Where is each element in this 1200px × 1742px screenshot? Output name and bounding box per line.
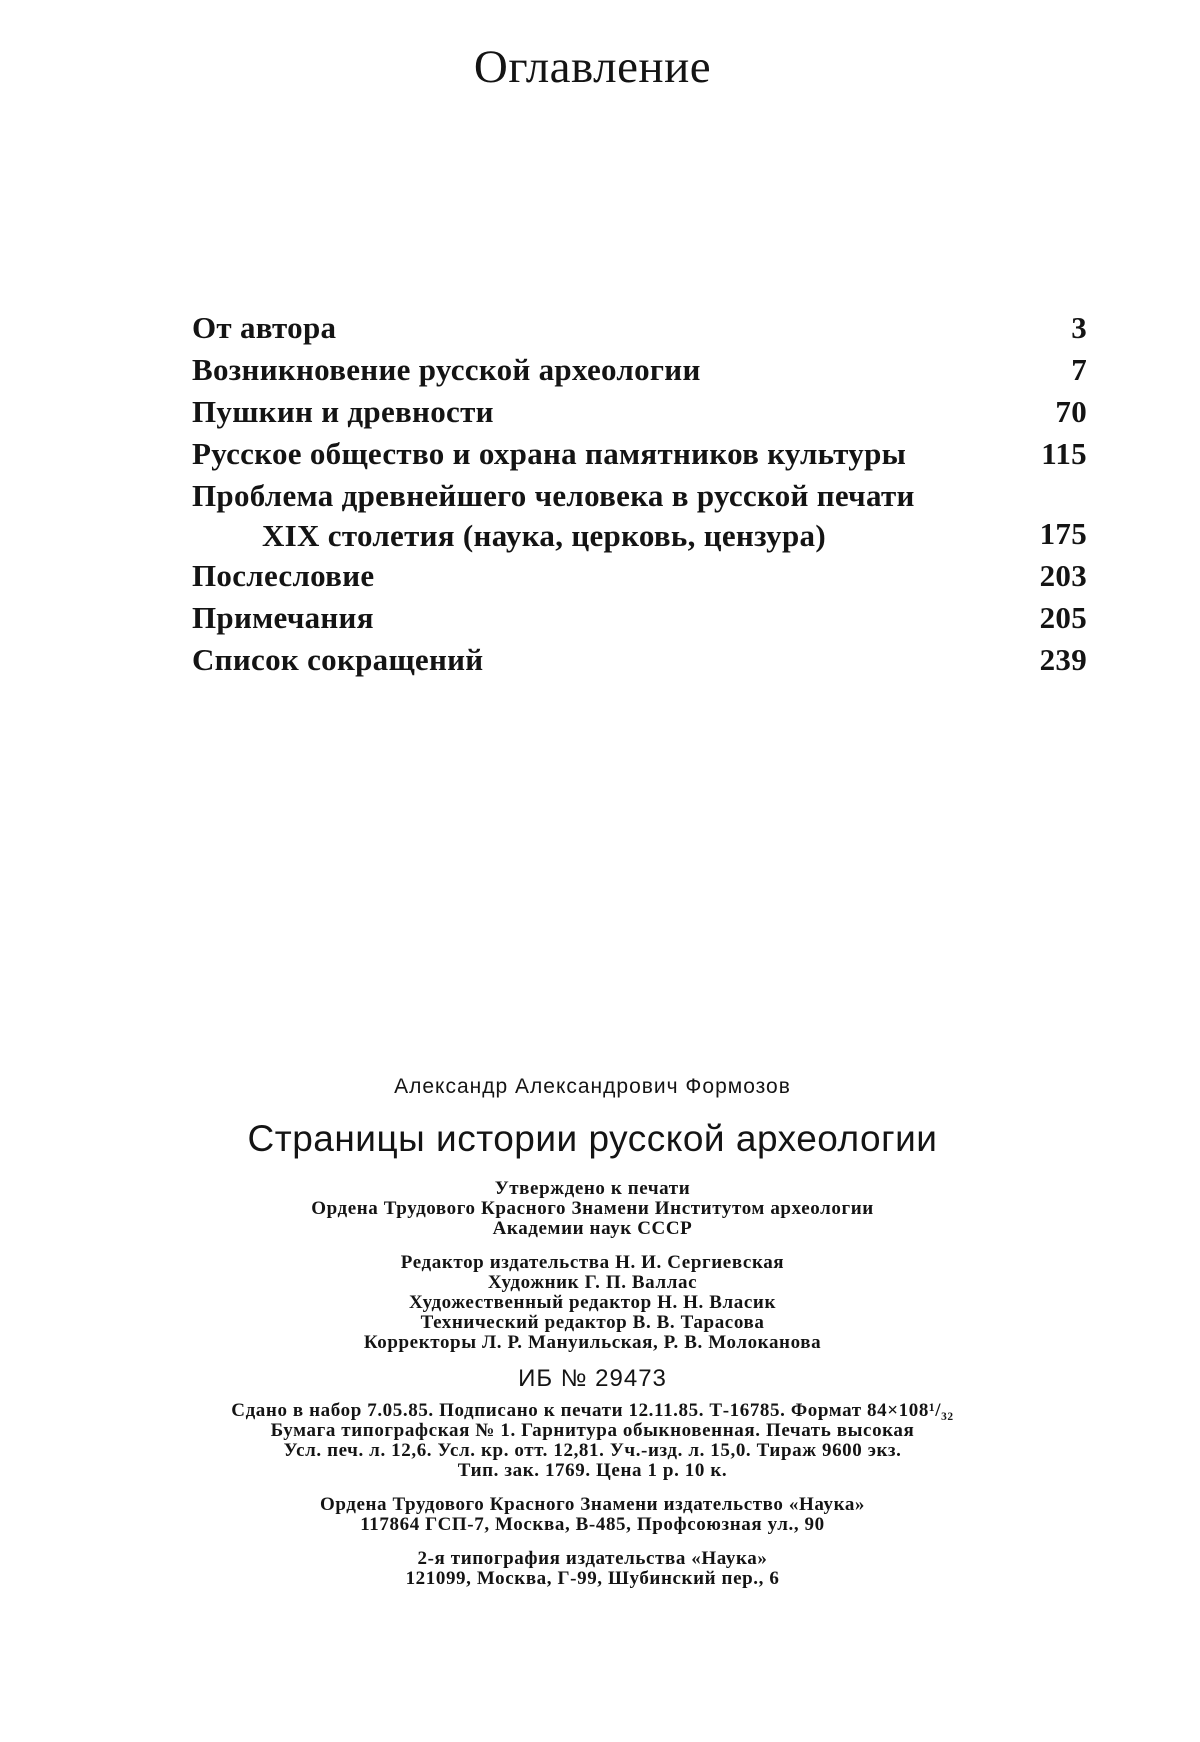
print-info-block <box>0 1401 1185 1481</box>
toc-entry-page: 115 <box>1041 436 1087 471</box>
toc-entry-page: 7 <box>1071 352 1087 387</box>
approval-line: Утверждено к печати <box>494 1178 691 1199</box>
staff-block <box>0 1253 1185 1353</box>
toc-entry-title: Послесловие <box>192 558 375 593</box>
toc-entry-page: 3 <box>1071 310 1087 345</box>
staff-line: Технический редактор В. В. Тарасова <box>420 1312 765 1333</box>
staff-line: Редактор издательства Н. И. Сергиевская <box>400 1252 785 1273</box>
printer-line: 121099, Москва, Г-99, Шубинский пер., 6 <box>405 1568 780 1589</box>
publisher-line: 117864 ГСП-7, Москва, В-485, Профсоюзная ул., 90 <box>360 1514 825 1535</box>
toc-entry-page: 203 <box>1039 558 1087 593</box>
approval-block <box>0 1179 1185 1239</box>
toc-entry-page: 239 <box>1039 642 1087 677</box>
toc-entry <box>192 597 1087 639</box>
toc-entry <box>192 307 1087 349</box>
toc-entry <box>192 391 1087 433</box>
printer-line: 2-я типография издательства «Наука» <box>417 1548 768 1569</box>
toc-entry-title: Пушкин и древности <box>192 394 494 429</box>
print-info-line: Бумага типографская № 1. Гарнитура обыкновенная. Печать высокая <box>270 1420 915 1441</box>
toc-entry-title: Примечания <box>192 600 374 635</box>
toc-entry-title: Возникновение русской археологии <box>192 352 701 387</box>
staff-line: Художественный редактор Н. Н. Власик <box>408 1292 777 1313</box>
toc-entry <box>192 433 1087 475</box>
toc-entry-title: Русское общество и охрана памятников культуры <box>192 436 907 471</box>
publisher-block <box>0 1495 1185 1535</box>
toc-entry-page: 175 <box>1039 516 1087 551</box>
ib-number: ИБ № 29473 <box>518 1365 667 1392</box>
author-name: Александр Александрович Формозов <box>394 1075 791 1098</box>
table-of-contents <box>192 307 1087 681</box>
page-title: Оглавление <box>473 41 712 93</box>
approval-line: Академии наук СССР <box>492 1218 693 1239</box>
publisher-line: Ордена Трудового Красного Знамени издательство «Наука» <box>319 1494 866 1515</box>
approval-line: Ордена Трудового Красного Знамени Институтом археологии <box>311 1198 874 1219</box>
toc-entry-title: От автора <box>192 310 337 345</box>
toc-entry-title: Список сокращений <box>192 642 484 677</box>
toc-entry-title-line: Проблема древнейшего человека в русской печати <box>192 478 915 513</box>
print-info-line: Тип. зак. 1769. Цена 1 р. 10 к. <box>457 1460 728 1481</box>
toc-entry <box>192 475 1087 555</box>
toc-entry-title-line: XIX столетия (наука, церковь, цензура) <box>262 518 826 553</box>
colophon <box>0 1072 1185 1589</box>
book-title: Страницы истории русской археологии <box>247 1118 938 1159</box>
printer-block <box>0 1549 1185 1589</box>
print-info-line: Усл. печ. л. 12,6. Усл. кр. отт. 12,81. Уч.-изд. л. 15,0. Тираж 9600 экз. <box>283 1440 902 1461</box>
toc-entry-page: 205 <box>1039 600 1087 635</box>
print-info-line: Сдано в набор 7.05.85. Подписано к печати 12.11.85. Т-16785. Формат 84×108¹/₃₂ <box>231 1400 954 1421</box>
toc-entry-page: 70 <box>1055 394 1087 429</box>
staff-line: Корректоры Л. Р. Мануильская, Р. В. Молоканова <box>363 1332 822 1353</box>
staff-line: Художник Г. П. Валлас <box>487 1272 698 1293</box>
toc-entry <box>192 639 1087 681</box>
toc-entry <box>192 555 1087 597</box>
toc-entry-title <box>192 475 915 555</box>
toc-entry <box>192 349 1087 391</box>
